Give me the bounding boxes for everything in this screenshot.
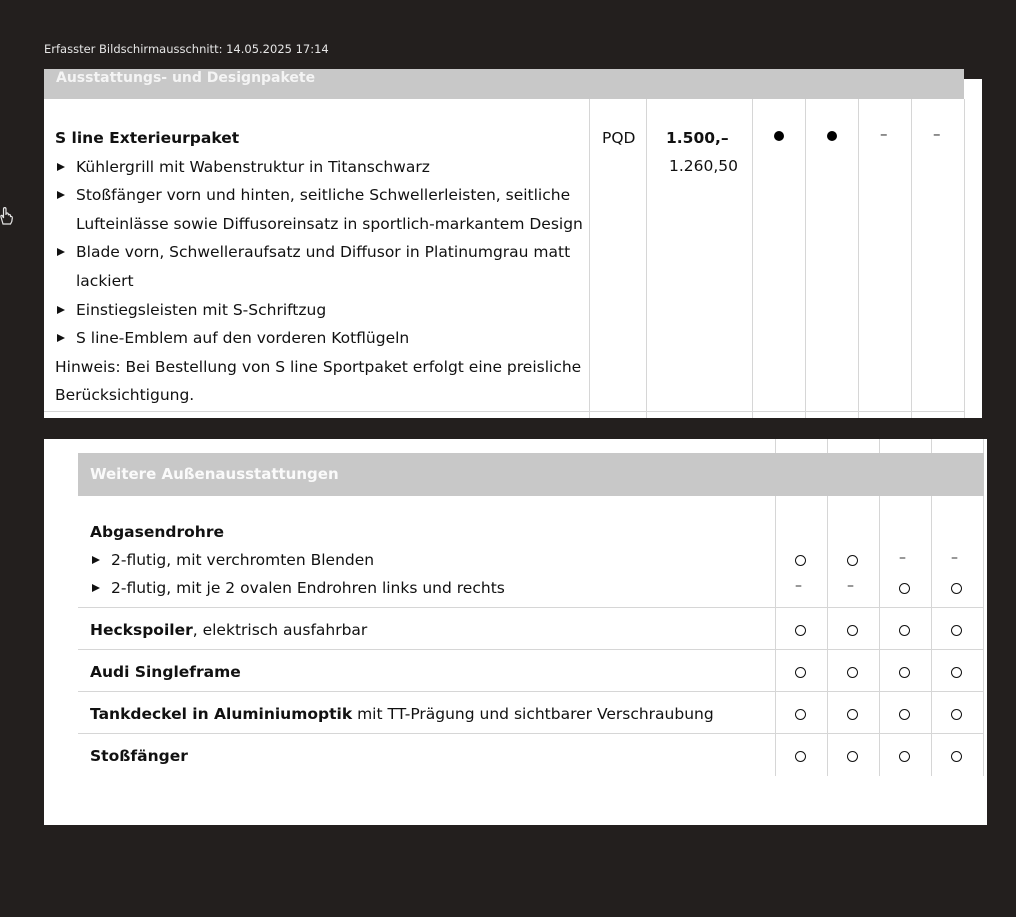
- package-title: S line Exterieurpaket: [55, 129, 240, 147]
- row-sub-item: 2-flutig, mit verchromten Blenden: [90, 546, 505, 574]
- package-price-net: 1.260,50: [669, 157, 739, 175]
- optional-mark: [951, 751, 962, 762]
- not-available-mark: –: [847, 578, 854, 594]
- row-title: Abgasendrohre: [90, 523, 224, 541]
- table-row: [90, 658, 241, 686]
- row-suffix: mit TT-Prägung und sichtbarer Verschraubung: [352, 705, 714, 723]
- package-bullet: S line-Emblem auf den vorderen Kotflügeln: [55, 324, 585, 353]
- optional-mark: [847, 555, 858, 566]
- not-available-mark: –: [933, 125, 941, 143]
- optional-mark: [899, 583, 910, 594]
- optional-mark: [899, 709, 910, 720]
- package-code: PQD: [602, 129, 636, 147]
- standard-mark: [774, 131, 784, 141]
- table-row: [90, 518, 505, 602]
- optional-mark: [899, 667, 910, 678]
- optional-mark: [795, 625, 806, 636]
- snippet-exterior-options: [44, 439, 987, 825]
- optional-mark: [951, 583, 962, 594]
- optional-mark: [951, 709, 962, 720]
- optional-mark: [795, 667, 806, 678]
- package-bullet: Einstiegsleisten mit S-Schriftzug: [55, 296, 585, 325]
- optional-mark: [951, 667, 962, 678]
- package-note: Hinweis: Bei Bestellung von S line Sportpaket erfolgt eine preisliche Berücksichtigung.: [55, 357, 582, 405]
- row-sub-item: 2-flutig, mit je 2 ovalen Endrohren links und rechts: [90, 574, 505, 602]
- section-header: Weitere Außenausstattungen: [78, 453, 984, 496]
- optional-mark: [951, 625, 962, 636]
- package-bullet: Blade vorn, Schwelleraufsatz und Diffusor in Platinumgrau matt lackiert: [55, 238, 585, 295]
- package-price: 1.500,–: [666, 129, 729, 147]
- optional-mark: [899, 751, 910, 762]
- not-available-mark: –: [951, 550, 958, 566]
- standard-mark: [827, 131, 837, 141]
- optional-mark: [795, 751, 806, 762]
- table-row: [90, 700, 714, 728]
- row-title: Stoßfänger: [90, 747, 188, 765]
- table-row: [90, 742, 188, 770]
- section-header: Ausstattungs- und Designpakete: [44, 69, 964, 99]
- not-available-mark: –: [795, 578, 802, 594]
- row-suffix: , elektrisch ausfahrbar: [192, 621, 368, 639]
- package-bullet: Stoßfänger vorn und hinten, seitliche Schwellerleisten, seitliche Lufteinlässe sowie Diffusoreinsatz in sportlich-markantem Design: [55, 181, 585, 238]
- optional-mark: [847, 625, 858, 636]
- row-title: Tankdeckel in Aluminiumoptik: [90, 705, 353, 723]
- package-description: [55, 124, 585, 410]
- row-title: Audi Singleframe: [90, 663, 241, 681]
- not-available-mark: –: [899, 550, 906, 566]
- hand-cursor-icon: [0, 206, 14, 226]
- optional-mark: [795, 709, 806, 720]
- optional-mark: [847, 667, 858, 678]
- row-title: Heckspoiler: [90, 621, 193, 639]
- optional-mark: [847, 751, 858, 762]
- not-available-mark: –: [880, 125, 888, 143]
- optional-mark: [795, 555, 806, 566]
- snippet-design-packages: [44, 70, 982, 418]
- screenshot-caption: Erfasster Bildschirmausschnitt: 14.05.2025 17:14: [44, 42, 329, 56]
- package-bullet: Kühlergrill mit Wabenstruktur in Titanschwarz: [55, 153, 585, 182]
- optional-mark: [899, 625, 910, 636]
- optional-mark: [847, 709, 858, 720]
- table-row: [90, 616, 367, 644]
